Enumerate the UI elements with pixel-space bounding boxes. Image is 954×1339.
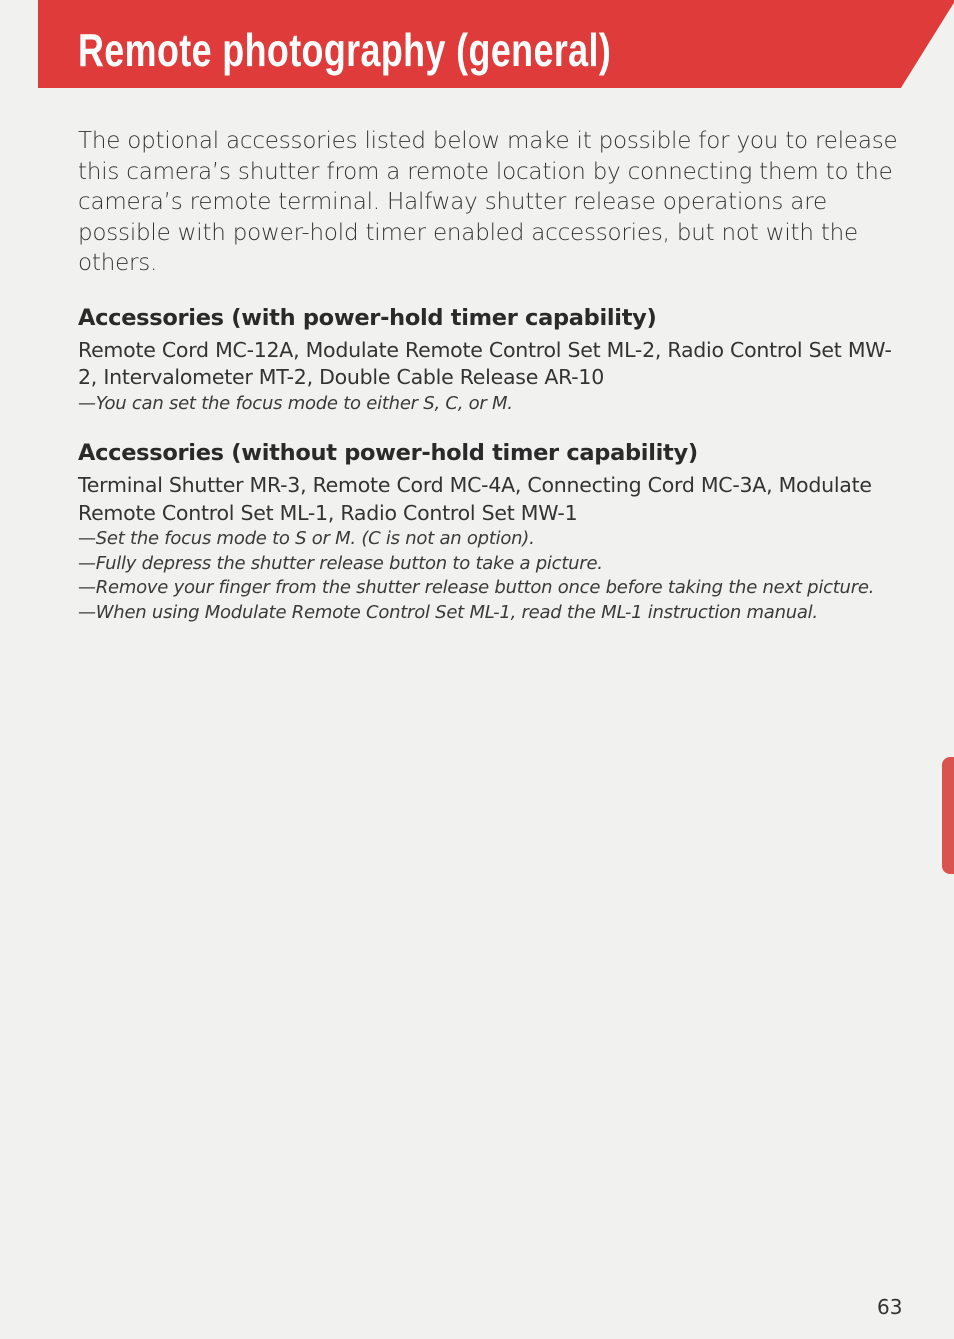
section-thumb-tab (942, 757, 954, 874)
note-item: —When using Modulate Remote Control Set ML-1, read the ML-1 instruction manual. (78, 601, 818, 623)
note-item: —You can set the focus mode to either S, C, or M. (78, 392, 513, 414)
page-number: 63 (877, 1295, 903, 1319)
accessory-list-with-power-hold: Remote Cord MC-12A, Modulate Remote Control Set ML-2, Radio Control Set MW-2, Intervalometer MT-2, Double Cable Release AR-10 (78, 337, 892, 389)
notes-without-power-hold (78, 527, 903, 625)
section-heading-with-power-hold: Accessories (with power-hold timer capability) (78, 304, 657, 331)
page-title: Remote photography (general) (78, 24, 612, 76)
page-content (78, 126, 903, 625)
note-item: —Remove your finger from the shutter release button once before taking the next picture. (78, 577, 875, 599)
section-heading-without-power-hold: Accessories (without power-hold timer capability) (78, 440, 698, 467)
intro-paragraph: The optional accessories listed below make it possible for you to release this camera’s shutter from a remote location by connecting them to the camera’s remote terminal. Halfway shutter release operations are possible with power-hold timer enabled accessories, but not with the others. (78, 128, 898, 276)
notes-with-power-hold (78, 392, 903, 417)
note-item: —Set the focus mode to S or M. (C is not an option). (78, 528, 535, 550)
note-item: —Fully depress the shutter release button to take a picture. (78, 552, 603, 574)
accessory-list-without-power-hold: Terminal Shutter MR-3, Remote Cord MC-4A, Connecting Cord MC-3A, Modulate Remote Control Set ML-1, Radio Control Set MW-1 (78, 473, 872, 525)
